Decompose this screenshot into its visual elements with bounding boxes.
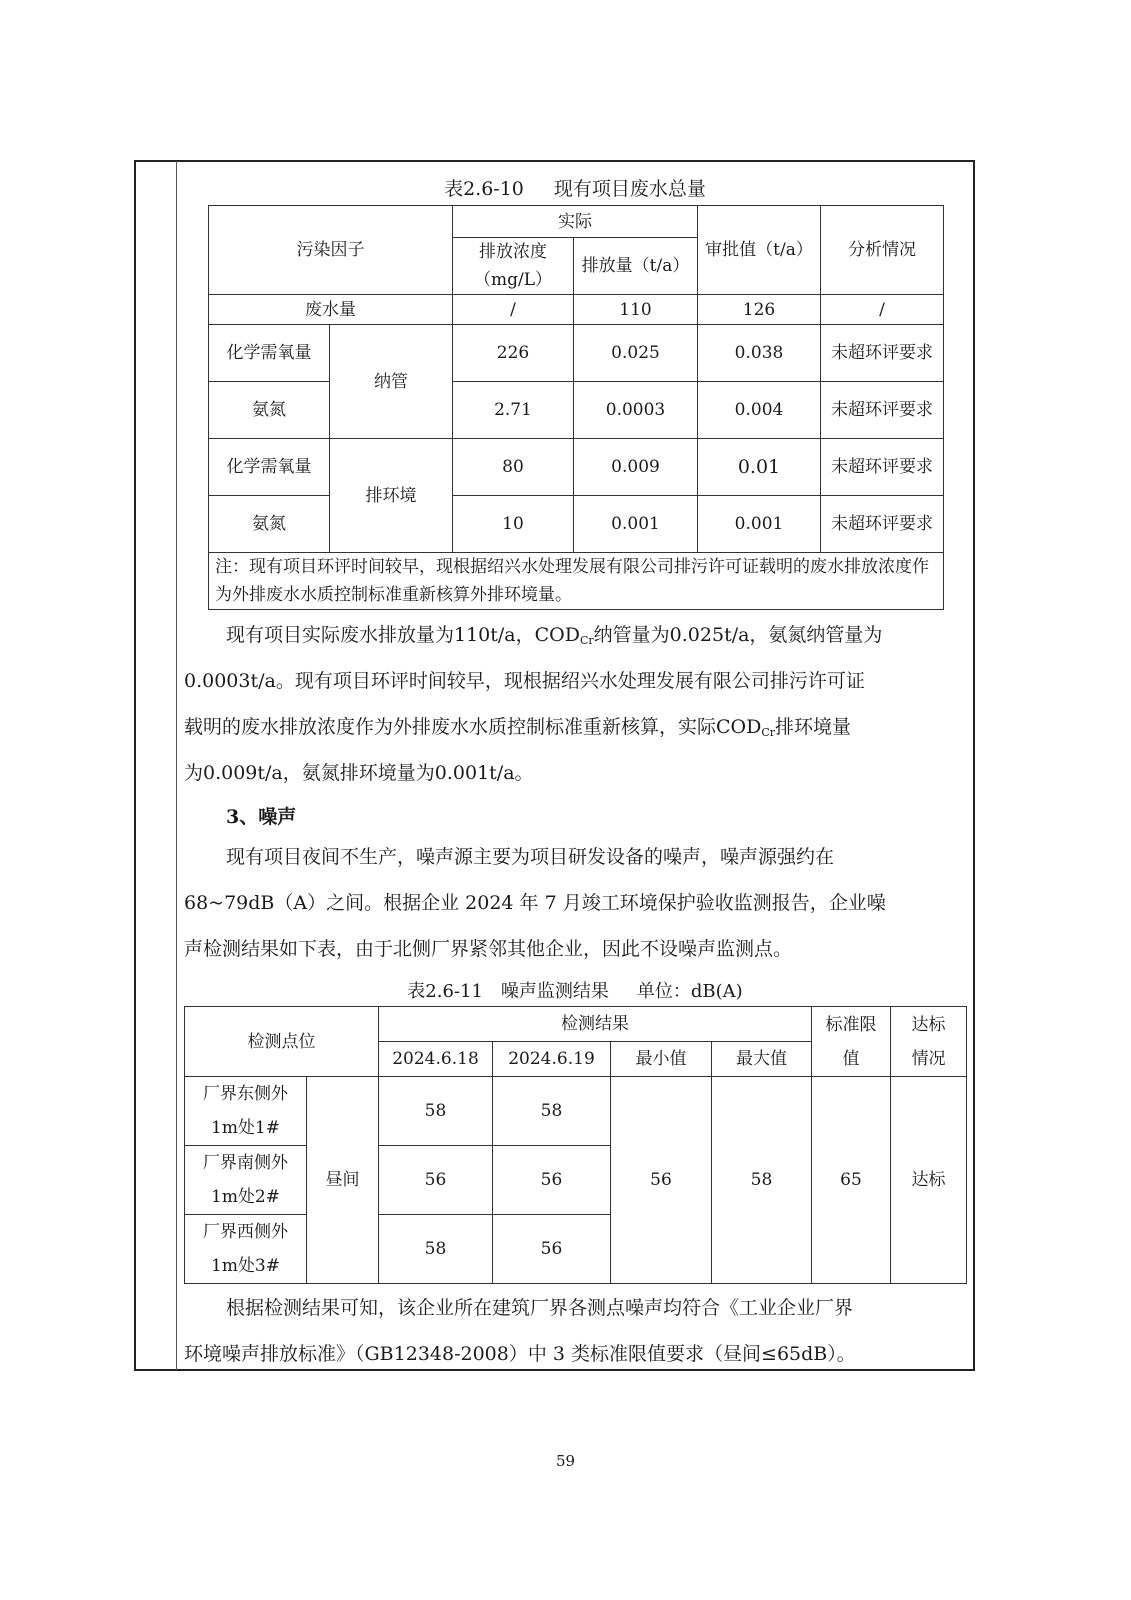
header-actual: 实际 xyxy=(453,206,698,238)
header-concentration: 排放浓度（mg/L） xyxy=(453,238,574,295)
cell-factor: 化学需氧量 xyxy=(209,439,330,496)
cell-amount: 110 xyxy=(574,295,698,325)
cell-approved: 0.001 xyxy=(698,496,821,553)
header-approved: 审批值（t/a） xyxy=(698,206,821,295)
cell-analysis: 未超环评要求 xyxy=(821,496,944,553)
table-row xyxy=(185,1077,967,1146)
header-date1: 2024.6.18 xyxy=(379,1042,493,1077)
header-status: 达标情况 xyxy=(891,1007,967,1077)
header-min: 最小值 xyxy=(611,1042,712,1077)
cell-analysis: 未超环评要求 xyxy=(821,439,944,496)
cell-route: 排环境 xyxy=(330,439,453,553)
cell-approved: 126 xyxy=(698,295,821,325)
cell-approved: 0.038 xyxy=(698,325,821,382)
cell-concentration: / xyxy=(453,295,574,325)
section-heading-noise: 3、噪声 xyxy=(226,806,297,828)
cell-date1: 56 xyxy=(379,1146,493,1215)
table-row xyxy=(209,295,944,325)
wastewater-paragraph xyxy=(184,612,966,796)
cell-approved: 0.004 xyxy=(698,382,821,439)
cell-point: 厂界东侧外1m处1# xyxy=(185,1077,307,1146)
cell-date1: 58 xyxy=(379,1215,493,1284)
paragraph-line xyxy=(184,612,966,658)
cell-concentration: 226 xyxy=(453,325,574,382)
wastewater-table xyxy=(208,205,944,610)
cell-date2: 56 xyxy=(493,1146,611,1215)
cell-max: 58 xyxy=(712,1077,812,1284)
cell-period: 昼间 xyxy=(307,1077,379,1284)
cell-concentration: 80 xyxy=(453,439,574,496)
header-max: 最大值 xyxy=(712,1042,812,1077)
header-analysis: 分析情况 xyxy=(821,206,944,295)
cell-point: 厂界西侧外1m处3# xyxy=(185,1215,307,1284)
page-number: 59 xyxy=(555,1452,576,1470)
paragraph-line: 声检测结果如下表，由于北侧厂界紧邻其他企业，因此不设噪声监测点。 xyxy=(184,938,793,960)
paragraph-line xyxy=(184,704,966,750)
cell-date2: 56 xyxy=(493,1215,611,1284)
noise-paragraph xyxy=(184,834,966,972)
header-limit: 标准限值 xyxy=(812,1007,891,1077)
table-row xyxy=(209,382,944,439)
table1-caption xyxy=(208,174,942,201)
table2-caption xyxy=(184,977,966,1003)
text-run: 排环境量 xyxy=(775,716,852,738)
paragraph-line: 0.0003t/a。现有项目环评时间较早，现根据绍兴水处理发展有限公司排污许可证 xyxy=(184,670,865,692)
cell-amount: 0.025 xyxy=(574,325,698,382)
noise-table xyxy=(184,1006,967,1284)
cell-amount: 0.0003 xyxy=(574,382,698,439)
cell-concentration: 10 xyxy=(453,496,574,553)
header-amount: 排放量（t/a） xyxy=(574,238,698,295)
header-factor: 污染因子 xyxy=(209,206,453,295)
cell-amount: 0.009 xyxy=(574,439,698,496)
paragraph-line: 68~79dB（A）之间。根据企业 2024 年 7 月竣工环境保护验收监测报告，企业噪 xyxy=(184,892,886,914)
table1-caption-title: 现有项目废水总量 xyxy=(553,178,706,200)
subscript: Cr xyxy=(579,634,594,647)
subscript: Cr xyxy=(761,726,776,739)
cell-analysis: / xyxy=(821,295,944,325)
cell-date2: 58 xyxy=(493,1077,611,1146)
paragraph-line: 根据检测结果可知，该企业所在建筑厂界各测点噪声均符合《工业企业厂界 xyxy=(226,1297,854,1319)
cell-factor: 氨氮 xyxy=(209,496,330,553)
cell-date1: 58 xyxy=(379,1077,493,1146)
header-date2: 2024.6.19 xyxy=(493,1042,611,1077)
cell-approved: 0.01 xyxy=(698,439,821,496)
table-row xyxy=(209,439,944,496)
header-results: 检测结果 xyxy=(379,1007,812,1042)
table2-caption-number: 表2.6-11 xyxy=(407,981,483,1002)
cell-min: 56 xyxy=(611,1077,712,1284)
text-run: 载明的废水排放浓度作为外排废水水质控制标准重新核算，实际COD xyxy=(184,716,762,738)
cell-analysis: 未超环评要求 xyxy=(821,382,944,439)
table2-caption-unit: 单位：dB(A) xyxy=(636,981,743,1002)
text-run: 现有项目实际废水排放量为110t/a，COD xyxy=(226,624,580,646)
frame-divider xyxy=(176,161,177,1370)
cell-limit: 65 xyxy=(812,1077,891,1284)
header-point: 检测点位 xyxy=(185,1007,379,1077)
table2-caption-title: 噪声监测结果 xyxy=(500,981,609,1002)
wastewater-label: 废水量 xyxy=(209,295,453,325)
table-row xyxy=(209,496,944,553)
table1-note: 注：现有项目环评时间较早，现根据绍兴水处理发展有限公司排污许可证载明的废水排放浓度作为外排废水水质控制标准重新核算外排环境量。 xyxy=(209,553,944,610)
paragraph-line: 现有项目夜间不生产，噪声源主要为项目研发设备的噪声，噪声源强约在 xyxy=(226,846,835,868)
cell-amount: 0.001 xyxy=(574,496,698,553)
cell-factor: 氨氮 xyxy=(209,382,330,439)
cell-route: 纳管 xyxy=(330,325,453,439)
cell-analysis: 未超环评要求 xyxy=(821,325,944,382)
paragraph-line: 环境噪声排放标准》（GB12348-2008）中 3 类标准限值要求（昼间≤65dB）。 xyxy=(184,1343,856,1365)
paragraph-line: 为0.009t/a，氨氮排环境量为0.001t/a。 xyxy=(184,762,534,784)
cell-concentration: 2.71 xyxy=(453,382,574,439)
cell-point: 厂界南侧外1m处2# xyxy=(185,1146,307,1215)
table1-caption-number: 表2.6-10 xyxy=(444,178,524,200)
table-row xyxy=(209,325,944,382)
cell-factor: 化学需氧量 xyxy=(209,325,330,382)
text-run: 纳管量为0.025t/a，氨氮纳管量为 xyxy=(593,624,883,646)
conclusion-paragraph xyxy=(184,1285,966,1377)
cell-status: 达标 xyxy=(891,1077,967,1284)
